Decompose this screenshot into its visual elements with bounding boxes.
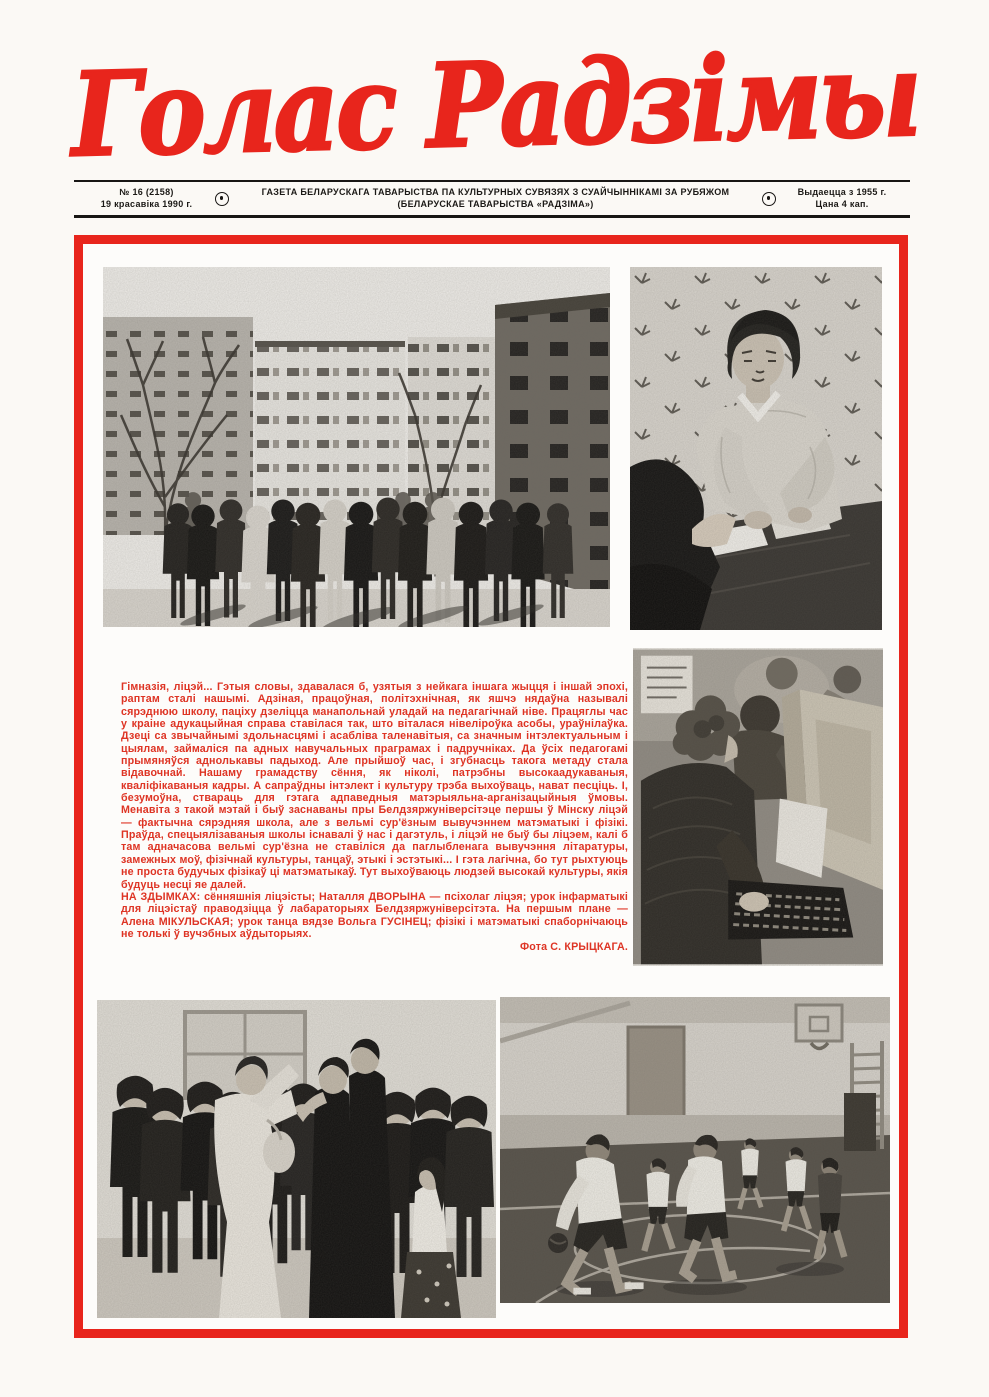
photo-gym-basketball	[500, 997, 890, 1303]
psychologist-illustration	[630, 267, 882, 630]
circled-dot-icon	[215, 192, 229, 206]
circled-dot-icon	[762, 192, 776, 206]
dance-lesson-illustration	[97, 1000, 496, 1318]
issue-date: 19 красавіка 1990 г.	[100, 198, 193, 209]
photo-computer-class	[633, 648, 883, 966]
publisher-line1: ГАЗЕТА БЕЛАРУСКАГА ТАВАРЫСТВА ПА КУЛЬТУРНЫХ СУВЯЗЯХ З СУАЙЧЫННІКАМІ ЗА РУБЯЖОМ	[261, 187, 730, 197]
founded-year: Выдаецца з 1955 г.	[797, 187, 887, 197]
publisher-line2: (БЕЛАРУСКАЕ ТАВАРЫСТВА «РАДЗІМА»)	[397, 198, 594, 209]
article-captions: НА ЗДЫМКАХ: сённяшнія ліцэісты; Наталля ДВОРЫНА — псіхолаг ліцэя; урок інфарматыкі для ліцэістаў праводзіцца ў лабараторыях Белдзяржуніверсітэта. На першым плане — Алена МІКУЛЬСКАЯ; урок танца вядзе Вольга ГУСІНЕЦ; фізікі і матэматыкі спаборнічаюць не толькі ў вучэбных аўдыторыях.	[121, 890, 628, 940]
article-body: Гімназія, ліцэй... Гэтыя словы, здавалася б, узятыя з нейкага іншага жыцця і іншай эпохі, раптам сталі нашымі. Адзіная, працоўная, політэхнічная, як яшчэ нядаўна называлі сярэднюю школу, паціху дзеліцца манапольнай уладай на педагагічнай ніве. Працяглы час у краіне адукацыйная справа ставілася так, што віталася нівеліроўка асобы, ураўнілаўка. Дзеці са звычайнымі здольнасцямі і асабліва таленавітыя, са значным інтэлектуальным і цыялам, займаліся па адных навучальных праграмах і падручніках. Да ўсіх педагогамі прымяняўся аднолькавы падыход. Але прыйшоў час, і згубнасць такога метаду стала відавочнай. Нашаму грамадству сёння, як ніколі, патрэбны высокаадукаваныя, кваліфікаваныя кадры. А сапраўдны інтэлект і культуру трэба выхоўваць, нават песціць. І, безумоўна, ствараць для гэтага адпаведныя матэрыяльна-арганізацыйныя ўмовы. Менавіта з такой мэтай і быў заснаваны пры Белдзяржуніверсітэце першы ў Мінску ліцэй — фактычна сярэдняя школа, але з вельмі сур'ёзным вывучэннем матэматыкі і фізікі. Праўда, спецыялізаваныя школы існавалі ў нас і дагэтуль, і ліцэй не быў бы ліцэем, калі б там адначасова вельмі сур'ёзна не ставіліся да паглыбленага вывучэння літаратуры, замежных моў, фізічнай культуры, танцаў, этыкі і эстэтыкі... І гэта лагічна, бо тут рыхтуюць не проста будучых фізікаў ці матэматыкаў. Тут выхоўваюць людзей высокай культуры, якія будуць несці яе далей.	[121, 681, 628, 891]
masthead-title: Голас Радзімы	[69, 25, 921, 183]
price: Цана 4 кап.	[815, 198, 869, 209]
photo-psychologist	[630, 267, 882, 630]
photo-dance-lesson	[97, 1000, 496, 1318]
article-text-block	[121, 681, 628, 954]
photo-students-walking	[103, 267, 610, 627]
computer-class-illustration	[633, 648, 883, 966]
photo-frame	[74, 235, 908, 1338]
info-bar	[74, 180, 910, 218]
gym-basketball-illustration	[500, 997, 890, 1303]
edition-info	[782, 187, 902, 210]
issue-number: № 16 (2158)	[119, 187, 174, 197]
students-walking-illustration	[103, 267, 610, 627]
issue-info	[84, 187, 209, 210]
masthead	[68, 24, 921, 185]
publisher-info	[235, 187, 756, 210]
photo-credit: Фота С. КРЫЦКАГА.	[520, 941, 628, 954]
